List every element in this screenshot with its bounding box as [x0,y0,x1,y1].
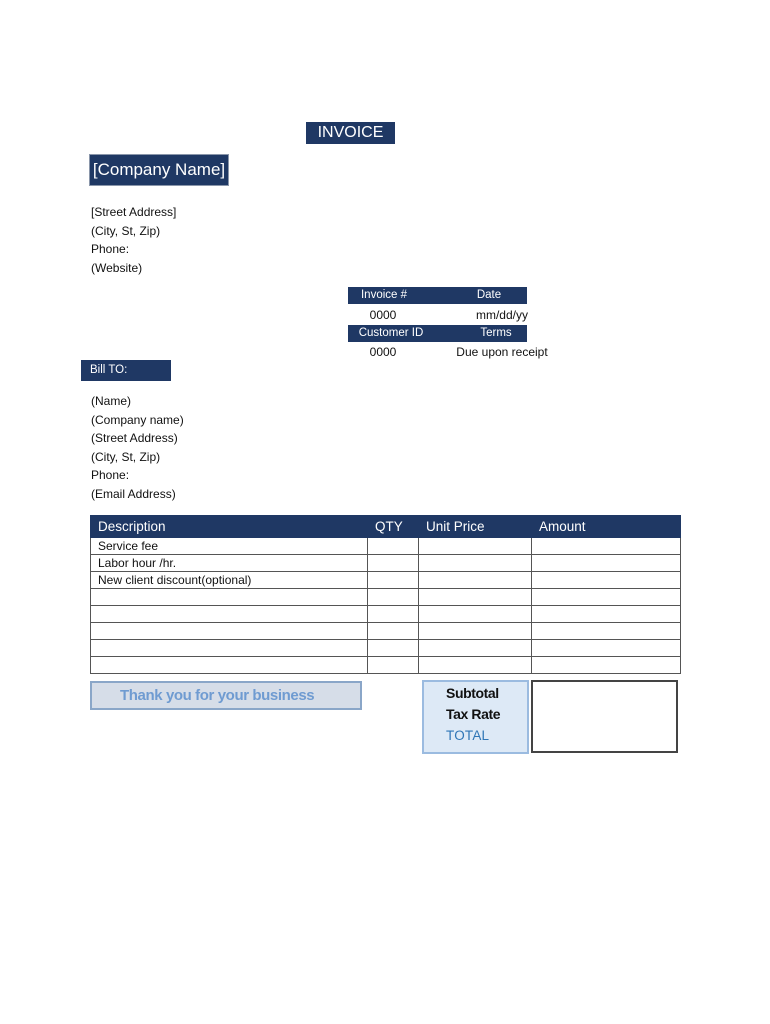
bill-to-company: (Company name) [91,412,184,427]
line-items-table [90,515,681,674]
column-header-qty: QTY [368,516,419,538]
row-qty[interactable] [368,606,419,623]
row-unit-price[interactable] [419,555,532,572]
total-label: TOTAL [446,728,490,743]
sender-website: (Website) [91,260,143,275]
row-amount[interactable] [532,657,681,674]
row-unit-price[interactable] [419,572,532,589]
row-unit-price[interactable] [419,640,532,657]
row-unit-price[interactable] [419,589,532,606]
row-description[interactable] [91,606,368,623]
row-description[interactable] [91,589,368,606]
invoice-number-label: Invoice # [360,289,408,301]
invoice-title: INVOICE [306,122,395,144]
table-row [91,623,681,640]
sender-street: [Street Address] [91,205,177,219]
bill-to-email: (Email Address) [91,486,176,501]
row-amount[interactable] [532,606,681,623]
row-unit-price[interactable] [419,606,532,623]
row-qty[interactable] [368,538,419,555]
sender-phone: Phone: [91,242,130,256]
invoice-meta-values [348,306,578,324]
row-description[interactable] [91,657,368,674]
invoice-meta-header [348,287,527,304]
row-qty[interactable] [368,623,419,640]
tax-rate-label: Tax Rate [446,706,501,722]
row-description[interactable]: Service fee [91,538,368,555]
date-label: Date [476,289,502,301]
date-value: mm/dd/yy [475,308,528,322]
customer-id-label: Customer ID [358,327,424,339]
thank-you-banner: Thank you for your business [90,681,362,710]
bill-to-address [91,392,184,503]
row-qty[interactable] [368,555,419,572]
row-amount[interactable] [532,555,681,572]
bill-to-phone: Phone: [91,468,130,482]
customer-meta-header [348,325,527,342]
row-amount[interactable] [532,640,681,657]
row-unit-price[interactable] [419,538,532,555]
bill-to-label: Bill TO: [81,360,171,381]
totals-values-box[interactable] [531,680,678,753]
row-qty[interactable] [368,589,419,606]
sender-address [91,203,176,277]
row-qty[interactable] [368,657,419,674]
terms-value: Due upon receipt [456,345,548,359]
row-unit-price[interactable] [419,623,532,640]
customer-meta-values [348,343,578,361]
table-row [91,657,681,674]
row-description[interactable] [91,640,368,657]
row-amount[interactable] [532,623,681,640]
table-header-row [91,516,681,538]
invoice-number-value: 0000 [369,308,397,322]
table-row [91,606,681,623]
bill-to-name: (Name) [91,394,132,408]
column-header-description: Description [91,516,368,538]
bill-to-city: (City, St, Zip) [91,449,161,464]
column-header-unit-price: Unit Price [419,516,532,538]
sender-city: (City, St, Zip) [91,223,161,238]
table-row [91,538,681,555]
table-row [91,640,681,657]
row-description[interactable]: Labor hour /hr. [91,555,368,572]
customer-id-value: 0000 [369,345,397,359]
column-header-amount: Amount [532,516,681,538]
row-amount[interactable] [532,572,681,589]
row-amount[interactable] [532,589,681,606]
row-description[interactable] [91,623,368,640]
row-qty[interactable] [368,572,419,589]
subtotal-label: Subtotal [446,685,499,701]
company-name: [Company Name] [89,154,229,186]
row-amount[interactable] [532,538,681,555]
table-row [91,589,681,606]
row-qty[interactable] [368,640,419,657]
totals-labels-box [422,680,529,754]
terms-label: Terms [480,327,512,339]
bill-to-street: (Street Address) [91,431,178,445]
table-row [91,555,681,572]
row-unit-price[interactable] [419,657,532,674]
table-row [91,572,681,589]
row-description[interactable]: New client discount(optional) [91,572,368,589]
